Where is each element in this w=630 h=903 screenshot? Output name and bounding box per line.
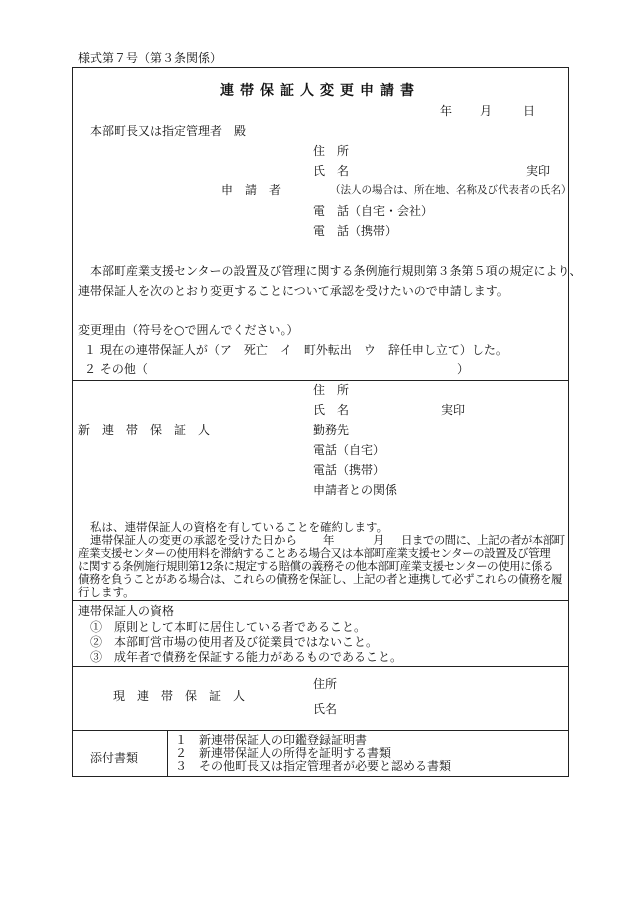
- qualification-item-1: ① 原則として本町に居住している者であること。: [90, 620, 367, 634]
- divider-current-guarantor: [72, 666, 569, 667]
- new-guarantor-label: 新 連 帯 保 証 人: [78, 423, 211, 437]
- new-guarantor-phone-home-label: 電話（自宅）: [313, 443, 386, 457]
- intro-statement-line2: 連帯保証人を次のとおり変更することについて承認を受けたいので申請します。: [78, 284, 509, 298]
- current-guarantor-label: 現 連 帯 保 証 人: [113, 689, 246, 703]
- applicant-name-label: 氏 名: [313, 164, 350, 178]
- border-left: [72, 67, 73, 777]
- divider-new-guarantor: [72, 380, 569, 381]
- new-guarantor-phone-mobile-label: 電話（携帯）: [313, 463, 386, 477]
- applicant-seal-label: 実印: [526, 164, 551, 178]
- change-reason-heading: 変更理由（符号を○で囲んでください。）: [78, 323, 299, 337]
- pledge-line-1: 私は、連帯保証人の資格を有していることを確約します。: [90, 520, 389, 534]
- border-right: [568, 67, 569, 777]
- applicant-phone-mobile-label: 電 話（携帯）: [313, 224, 398, 238]
- intro-statement-line1: 本部町産業支援センターの設置及び管理に関する条例施行規則第３条第５項の規定により、: [90, 264, 582, 278]
- change-reason-item-2-close: ）: [457, 362, 470, 376]
- attachments-column-divider: [167, 730, 168, 777]
- date-year: 年: [440, 104, 453, 118]
- divider-attachments: [72, 730, 569, 731]
- pledge-line-2a: 連帯保証人の変更の承認を受けた日から: [90, 533, 297, 547]
- qualification-heading: 連帯保証人の資格: [78, 604, 175, 618]
- new-guarantor-name-label: 氏 名: [313, 403, 350, 417]
- change-reason-item-2: ２ その他（: [84, 362, 148, 376]
- applicant-phone-home-office-label: 電 話（自宅・会社）: [313, 204, 434, 218]
- pledge-line-2-month: 月: [373, 533, 385, 547]
- change-reason-item-1: １ 現在の連帯保証人が（ア 死亡 イ 町外転出 ウ 辞任申し立て）した。: [84, 343, 508, 357]
- divider-qualification: [72, 600, 569, 601]
- pledge-line-6: 行します。: [78, 585, 135, 599]
- applicant-address-label: 住 所: [313, 144, 350, 158]
- new-guarantor-address-label: 住 所: [313, 383, 350, 397]
- date-day: 日: [523, 104, 536, 118]
- new-guarantor-workplace-label: 勤務先: [313, 423, 350, 437]
- pledge-line-2-year: 年: [323, 533, 335, 547]
- pledge-line-4: に関する条例施行規則第12条に規定する賠償の義務その他本部町産業支援センターの使用に係る: [78, 559, 554, 573]
- applicant-label: 申 請 者: [221, 183, 282, 197]
- pledge-line-5: 債務を負うことがある場合は、これらの債務を保証し、上記の者と連携して必ずこれらの債務を履: [78, 572, 562, 586]
- document-title: 連帯保証人変更申請書: [220, 83, 420, 99]
- current-guarantor-name-label: 氏名: [313, 702, 338, 716]
- attachment-item-1: １ 新連帯保証人の印鑑登録証明書: [175, 733, 368, 747]
- pledge-line-3: 産業支援センターの使用料を滞納することある場合又は本部町産業支援センターの設置及び管理: [78, 546, 551, 560]
- new-guarantor-seal-label: 実印: [441, 403, 466, 417]
- form-number-label: 様式第７号（第３条関係）: [78, 51, 223, 65]
- new-guarantor-relation-label: 申請者との関係: [313, 483, 398, 497]
- date-month: 月: [480, 104, 493, 118]
- attachments-label: 添付書類: [90, 751, 139, 765]
- attachment-item-3: ３ その他町長又は指定管理者が必要と認める書類: [175, 759, 452, 773]
- border-bottom: [72, 776, 569, 777]
- qualification-item-2: ② 本部町営市場の使用者及び従業員ではないこと。: [90, 635, 379, 649]
- border-top: [72, 67, 569, 68]
- applicant-corporate-note: （法人の場合は、所在地、名称及び代表者の氏名）: [330, 184, 572, 196]
- attachment-item-2: ２ 新連帯保証人の所得を証明する書類: [175, 746, 392, 760]
- current-guarantor-address-label: 住所: [313, 677, 338, 691]
- addressee: 本部町長又は指定管理者 殿: [90, 124, 247, 138]
- pledge-line-2b: 日までの間に、上記の者が本部町: [401, 533, 565, 547]
- qualification-item-3: ③ 成年者で債務を保証する能力があるものであること。: [90, 650, 403, 664]
